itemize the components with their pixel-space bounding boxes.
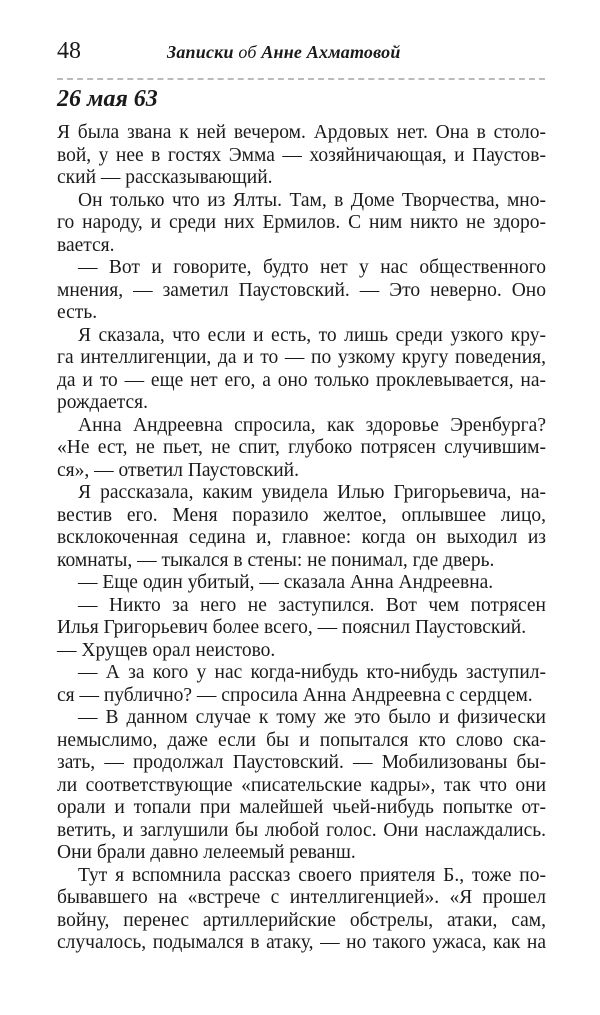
paragraph bbox=[57, 482, 546, 572]
text-line: — Никто за него не заступился. Вот чем потрясен bbox=[78, 594, 546, 616]
text-line: — В данном случае к тому же это было и физически bbox=[78, 707, 546, 728]
paragraph bbox=[57, 707, 546, 865]
text-line: комнаты, — тыкался в стены: не понимал, где дверь. bbox=[57, 549, 495, 571]
text-line: Анна Андреевна спросила, как здоровье Эренбурга? bbox=[78, 414, 546, 436]
text-line: Он только что из Ялты. Там, в Доме Творчества, мно- bbox=[78, 189, 546, 211]
paragraph bbox=[57, 640, 546, 663]
text-line: го народу, и среди них Ермилов. С ним никто не здоро- bbox=[57, 212, 546, 233]
text-line: ский — рассказывающий. bbox=[57, 167, 273, 188]
text-line: войну, перенес артиллерийские обстрелы, атаки, сам, bbox=[57, 909, 546, 931]
paragraph bbox=[57, 122, 546, 190]
date-heading: 26 мая 63 bbox=[57, 86, 158, 112]
paragraph bbox=[57, 572, 546, 595]
running-header bbox=[57, 38, 545, 68]
header-rule bbox=[57, 78, 545, 80]
paragraph bbox=[57, 595, 546, 640]
text-line: — А за кого у нас когда-нибудь кто-нибудь заступил- bbox=[78, 662, 546, 683]
text-line: Я сказала, что если и есть, то лишь среди узкого кру- bbox=[78, 324, 546, 346]
text-line: Илья Григорьевич более всего, — пояснил Паустовский. bbox=[57, 617, 527, 638]
text-line: зать, — продолжал Паустовский. — Мобилизованы бы- bbox=[57, 752, 546, 773]
text-line: есть. bbox=[57, 302, 98, 323]
text-line: Я рассказала, каким увидела Илью Григорьевича, на- bbox=[78, 482, 546, 503]
text-line: Я была звана к ней вечером. Ардовых нет. Она в столо- bbox=[57, 122, 546, 143]
text-line: орали и топали при малейшей чьей-нибудь попытке от- bbox=[57, 797, 546, 818]
text-line: вестив его. Меня поразило желтое, оплывшее лицо, bbox=[57, 504, 546, 526]
running-title-part: об bbox=[238, 42, 257, 62]
text-line: «Не ест, не пьет, не спит, глубоко потрясен случившим- bbox=[57, 437, 546, 458]
text-line: — Хрущев орал неистово. bbox=[57, 639, 276, 661]
text-line: Они брали давно лелеемый реванш. bbox=[57, 842, 356, 863]
text-line: немыслимо, даже если бы и попытался кто слово ска- bbox=[57, 729, 546, 751]
paragraph bbox=[57, 415, 546, 483]
text-line: вой, у нее в гостях Эмма — хозяйничающая, и Паустов- bbox=[57, 144, 546, 166]
page-number: 48 bbox=[57, 38, 81, 64]
text-line: — Еще один убитый, — сказала Анна Андреевна. bbox=[78, 572, 494, 593]
text-line: га интеллигенции, да и то — по узкому кругу поведения, bbox=[57, 347, 546, 368]
running-title-part: Записки bbox=[167, 42, 234, 62]
paragraph bbox=[57, 325, 546, 415]
text-line: мнения, — заметил Паустовский. — Это неверно. Оно bbox=[57, 279, 546, 301]
text-line: всклокоченная седина и, главное: когда он выходил из bbox=[57, 527, 546, 548]
text-line: Тут я вспомнила рассказ своего приятеля Б., тоже по- bbox=[78, 864, 546, 886]
paragraph bbox=[57, 190, 546, 258]
text-line: случалось, подымался в атаку, — но такого ужаса, как на bbox=[57, 932, 546, 953]
running-title-part: Анне Ахматовой bbox=[261, 42, 401, 62]
text-line: вается. bbox=[57, 234, 115, 256]
text-line: ся — публично? — спросила Анна Андреевна с сердцем. bbox=[57, 684, 533, 706]
paragraph bbox=[57, 865, 546, 955]
text-line: рождается. bbox=[57, 392, 148, 413]
text-line: ли соответствующие «писательские кадры», так что они bbox=[57, 774, 546, 796]
paragraph bbox=[57, 257, 546, 325]
text-line: — Вот и говорите, будто нет у нас общественного bbox=[78, 257, 546, 278]
text-line: ся», — ответил Паустовский. bbox=[57, 459, 299, 481]
text-line: да и то — еще нет его, а оно только проклевывается, на- bbox=[57, 369, 546, 391]
running-title bbox=[167, 42, 401, 63]
body-text bbox=[57, 122, 546, 955]
text-line: бывавшего на «встрече с интеллигенцией». «Я прошел bbox=[57, 887, 546, 908]
paragraph bbox=[57, 662, 546, 707]
text-line: ветить, и заглушили бы любой голос. Они наслаждались. bbox=[57, 819, 546, 841]
